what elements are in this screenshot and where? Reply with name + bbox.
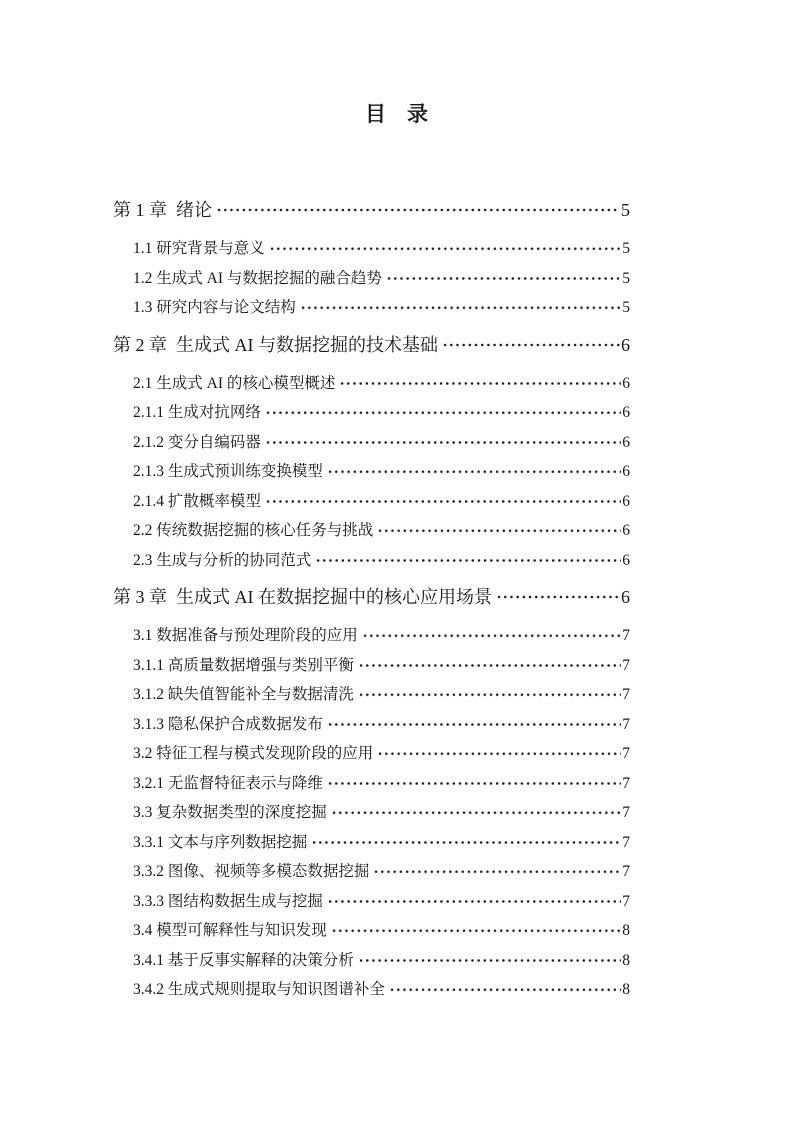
toc-entry-label: 3.3 复杂数据类型的深度挖掘 [133,804,327,821]
toc-entry[interactable] [113,330,630,360]
toc-list [113,188,630,1005]
toc-entry-label: 3.3.1 文本与序列数据挖掘 [133,833,308,851]
dot-leader [331,916,621,946]
toc-entry[interactable] [113,769,630,799]
toc-entry[interactable] [113,798,630,828]
dot-leader [265,487,621,517]
toc-entry[interactable] [113,428,630,458]
toc-entry-label: 3.2 特征工程与模式发现阶段的应用 [133,745,374,762]
toc-entry-page-number: 6 [621,334,630,355]
toc-entry-page-number: 8 [622,981,630,998]
toc-entry[interactable] [113,293,630,323]
toc-entry-label: 2.1.3 生成式预训练变换模型 [133,463,323,480]
dot-leader [327,769,621,799]
page-title: 目 录 [365,102,428,126]
toc-entry-label: 2.1.1 生成对抗网络 [133,404,261,421]
toc-entry-label: 3.3.3 图结构数据生成与挖掘 [133,892,323,910]
toc-entry-label: 2.3 生成与分析的协同范式 [133,551,312,569]
toc-entry[interactable] [113,828,630,858]
dot-leader [373,857,621,887]
toc-entry-page-number: 6 [622,522,630,539]
toc-entry[interactable] [113,516,630,546]
dot-leader [265,398,621,428]
toc-entry[interactable] [113,916,630,946]
toc-entry[interactable] [113,195,630,225]
toc-entry[interactable] [113,887,630,917]
toc-entry[interactable] [113,234,630,264]
toc-entry-label: 3.1.3 隐私保护合成数据发布 [133,715,323,733]
toc-entry-label: 1.1 研究背景与意义 [133,240,265,257]
toc-entry-page-number: 7 [622,774,630,792]
toc-entry-label: 2.1.2 变分自编码器 [133,433,261,451]
dot-leader [315,546,621,576]
toc-entry-label: 3.4.2 生成式规则提取与知识图谱补全 [133,981,385,998]
dot-leader [300,293,621,323]
dot-leader [442,330,620,360]
dot-leader [327,887,621,917]
dot-leader [496,582,620,612]
toc-entry-page-number: 7 [622,745,630,762]
toc-entry-page-number: 6 [622,374,630,392]
dot-leader [327,710,621,740]
toc-entry[interactable] [113,457,630,487]
toc-entry-page-number: 7 [622,686,630,703]
toc-entry[interactable] [113,739,630,769]
toc-entry-page-number: 7 [622,804,630,821]
toc-entry[interactable] [113,369,630,399]
toc-entry-page-number: 6 [621,587,630,607]
toc-entry-label: 2.1 生成式 AI 的核心模型概述 [133,374,336,392]
toc-entry-label: 1.2 生成式 AI 与数据挖掘的融合趋势 [133,269,382,287]
toc-entry-page-number: 5 [622,299,630,316]
dot-leader [269,234,621,264]
dot-leader [358,946,621,976]
toc-entry-page-number: 6 [622,551,630,569]
toc-entry[interactable] [113,857,630,887]
toc-entry-label: 3.1.1 高质量数据增强与类别平衡 [133,656,354,674]
toc-entry-page-number: 6 [622,492,630,510]
toc-entry-label: 3.1 数据准备与预处理阶段的应用 [133,627,358,644]
toc-entry-label: 2.1.4 扩散概率模型 [133,492,261,510]
toc-entry-page-number: 5 [622,269,630,287]
dot-leader [216,195,620,225]
dot-leader [358,680,621,710]
toc-entry[interactable] [113,975,630,1005]
toc-entry-page-number: 6 [622,433,630,451]
toc-entry-label: 2.2 传统数据挖掘的核心任务与挑战 [133,522,374,539]
toc-entry[interactable] [113,621,630,651]
dot-leader [331,798,621,828]
toc-entry-label: 3.4.1 基于反事实解释的决策分析 [133,951,354,969]
toc-entry[interactable] [113,264,630,294]
toc-entry-page-number: 8 [622,922,630,939]
toc-entry-label: 第 1 章 绪论 [113,200,212,220]
toc-entry-label: 第 2 章 生成式 AI 与数据挖掘的技术基础 [113,334,438,355]
dot-leader [386,264,621,294]
toc-entry-page-number: 7 [622,656,630,674]
dot-leader [339,369,621,399]
dot-leader [311,828,621,858]
toc-entry[interactable] [113,710,630,740]
dot-leader [377,739,621,769]
toc-entry-page-number: 5 [621,200,630,220]
toc-entry[interactable] [113,680,630,710]
toc-entry-label: 第 3 章 生成式 AI 在数据挖掘中的核心应用场景 [113,587,492,607]
toc-entry-page-number: 6 [622,463,630,480]
dot-leader [327,457,621,487]
toc-entry-page-number: 7 [622,715,630,733]
dot-leader [377,516,621,546]
dot-leader [389,975,621,1005]
toc-entry[interactable] [113,546,630,576]
dot-leader [358,651,621,681]
toc-entry-page-number: 8 [622,951,630,969]
toc-entry[interactable] [113,582,630,612]
dot-leader [362,621,621,651]
dot-leader [265,428,621,458]
toc-entry-page-number: 6 [622,404,630,421]
toc-entry[interactable] [113,487,630,517]
toc-entry-page-number: 7 [622,627,630,644]
toc-entry[interactable] [113,651,630,681]
toc-entry[interactable] [113,398,630,428]
toc-entry[interactable] [113,946,630,976]
toc-entry-page-number: 7 [622,863,630,880]
toc-entry-label: 3.3.2 图像、视频等多模态数据挖掘 [133,863,370,880]
toc-entry-page-number: 7 [622,833,630,851]
toc-entry-page-number: 7 [622,892,630,910]
toc-entry-label: 3.4 模型可解释性与知识发现 [133,922,327,939]
toc-entry-label: 3.1.2 缺失值智能补全与数据清洗 [133,686,354,703]
toc-entry-label: 1.3 研究内容与论文结构 [133,299,296,316]
toc-entry-page-number: 5 [622,240,630,257]
toc-entry-label: 3.2.1 无监督特征表示与降维 [133,774,323,792]
